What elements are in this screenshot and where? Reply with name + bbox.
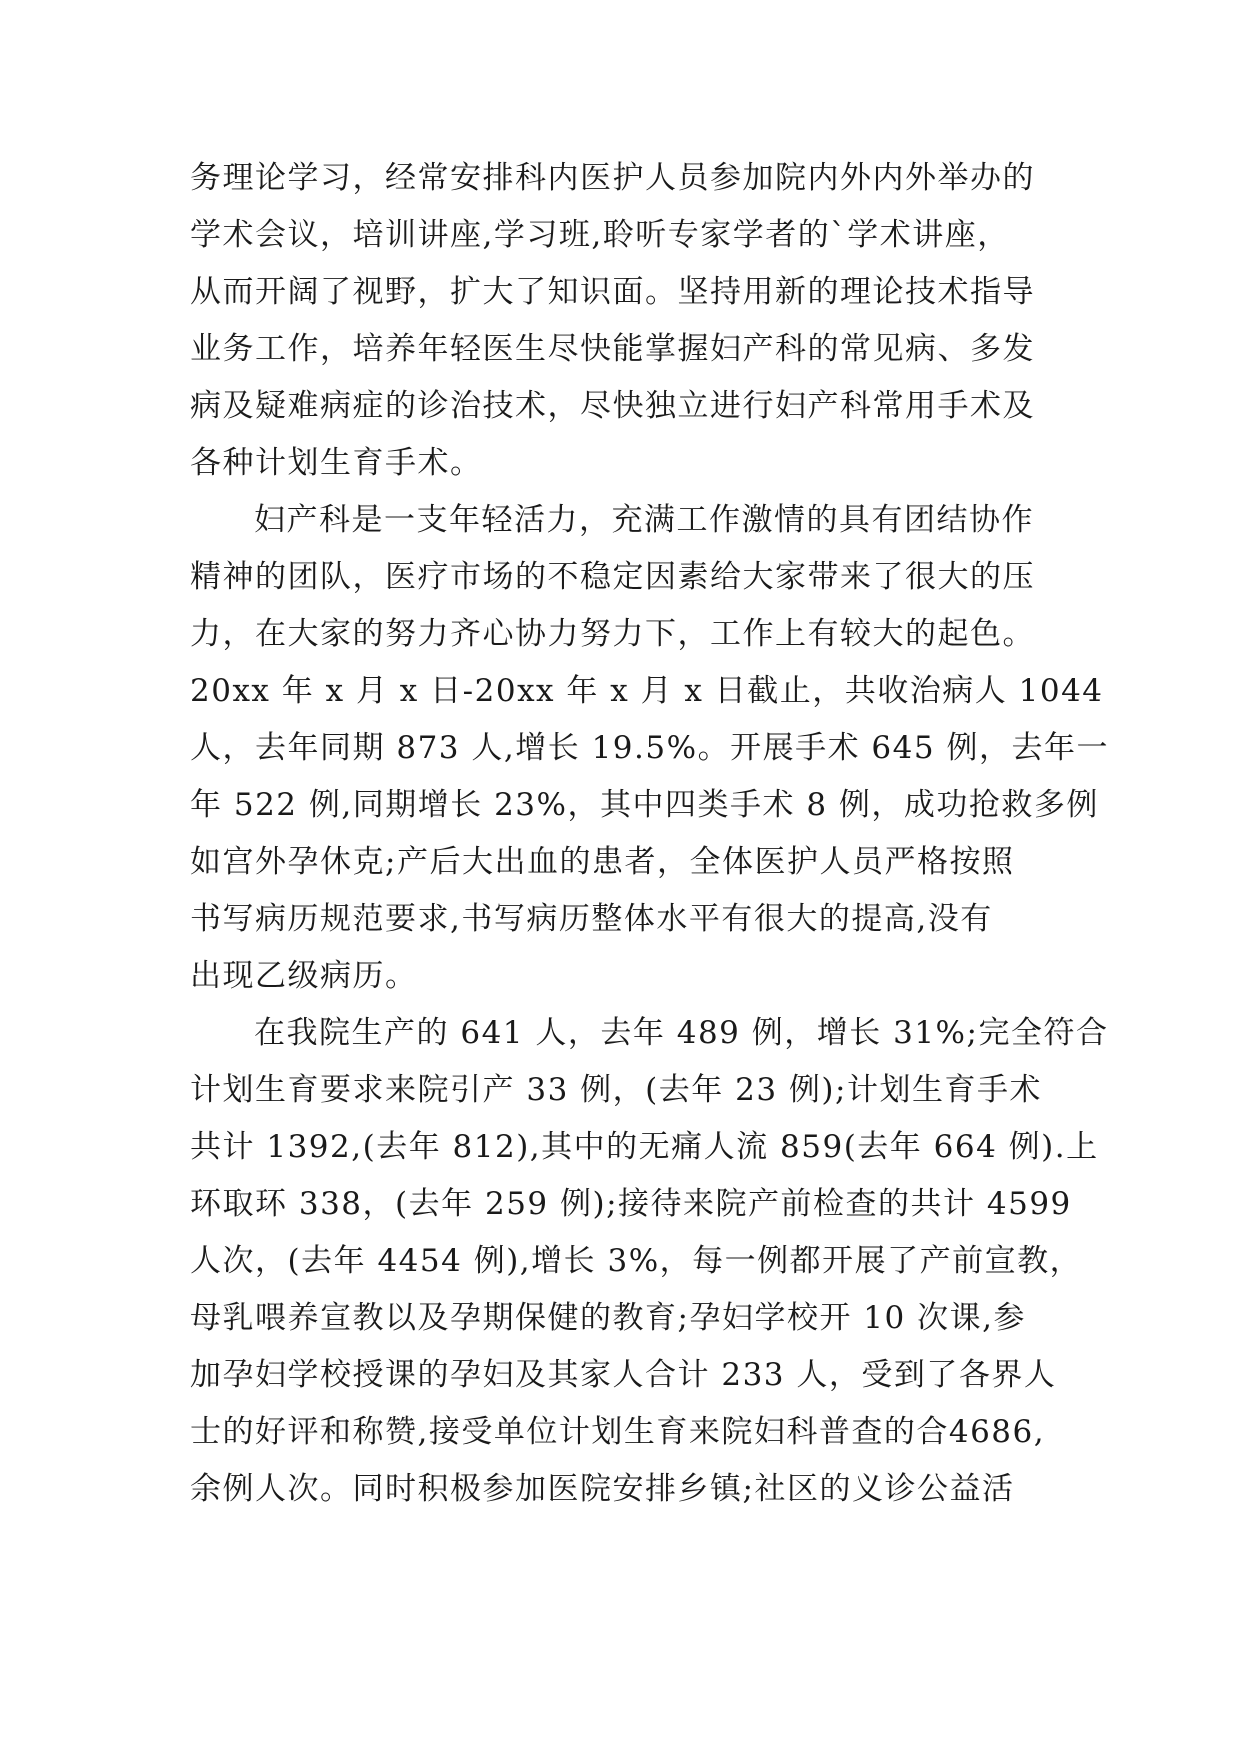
- paragraph-line: 书写病历规范要求,书写病历整体水平有很大的提高,没有: [190, 901, 993, 937]
- paragraph-line: 加孕妇学校授课的孕妇及其家人合计 233 人，受到了各界人: [190, 1357, 1057, 1393]
- paragraph-line: 出现乙级病历。: [190, 958, 418, 994]
- paragraph-line: 余例人次。同时积极参加医院安排乡镇;社区的义诊公益活: [190, 1471, 1015, 1507]
- paragraph-line: 计划生育要求来院引产 33 例，(去年 23 例);计划生育手术: [190, 1072, 1042, 1108]
- paragraph-line: 学术会议，培训讲座,学习班,聆听专家学者的`学术讲座，: [190, 217, 1010, 253]
- paragraph-line: 业务工作，培养年轻医生尽快能掌握妇产科的常见病、多发: [190, 331, 1035, 367]
- paragraph-line: 人，去年同期 873 人,增长 19.5%。开展手术 645 例，去年一: [190, 730, 1109, 766]
- paragraph-3: [190, 1005, 1109, 1518]
- paragraph-line: 20xx 年 x 月 x 日-20xx 年 x 月 x 日截止，共收治病人 1044: [190, 673, 1104, 709]
- paragraph-line: 年 522 例,同期增长 23%，其中四类手术 8 例，成功抢救多例: [190, 787, 1099, 823]
- paragraph-line: 如宫外孕休克;产后大出血的患者，全体医护人员严格按照: [190, 844, 1015, 880]
- paragraph-line: 人次，(去年 4454 例),增长 3%，每一例都开展了产前宣教，: [190, 1243, 1083, 1279]
- paragraph-first-line: 在我院生产的 641 人，去年 489 例，增长 31%;完全符合: [254, 1015, 1109, 1051]
- paragraph-line: 精神的团队，医疗市场的不稳定因素给大家带来了很大的压: [190, 559, 1035, 595]
- paragraph-line: 环取环 338，(去年 259 例);接待来院产前检查的共计 4599: [190, 1186, 1072, 1222]
- paragraph-line: 共计 1392,(去年 812),其中的无痛人流 859(去年 664 例).上: [190, 1129, 1099, 1165]
- paragraph-line: 力，在大家的努力齐心协力努力下，工作上有较大的起色。: [190, 616, 1035, 652]
- paragraph-line: 务理论学习，经常安排科内医护人员参加院内外内外举办的: [190, 160, 1035, 196]
- paragraph-line: 从而开阔了视野，扩大了知识面。坚持用新的理论技术指导: [190, 274, 1035, 310]
- paragraph-line: 病及疑难病症的诊治技术，尽快独立进行妇产科常用手术及: [190, 388, 1035, 424]
- document-body: [190, 150, 1109, 1518]
- paragraph-line: 士的好评和称赞,接受单位计划生育来院妇科普查的合4686,: [190, 1414, 1046, 1450]
- paragraph-first-line: 妇产科是一支年轻活力，充满工作激情的具有团结协作: [254, 502, 1034, 538]
- paragraph-1: [190, 150, 1070, 492]
- paragraph-line: 母乳喂养宣教以及孕期保健的教育;孕妇学校开 10 次课,参: [190, 1300, 1026, 1336]
- paragraph-line: 各种计划生育手术。: [190, 445, 483, 481]
- paragraph-2: [190, 492, 1109, 1005]
